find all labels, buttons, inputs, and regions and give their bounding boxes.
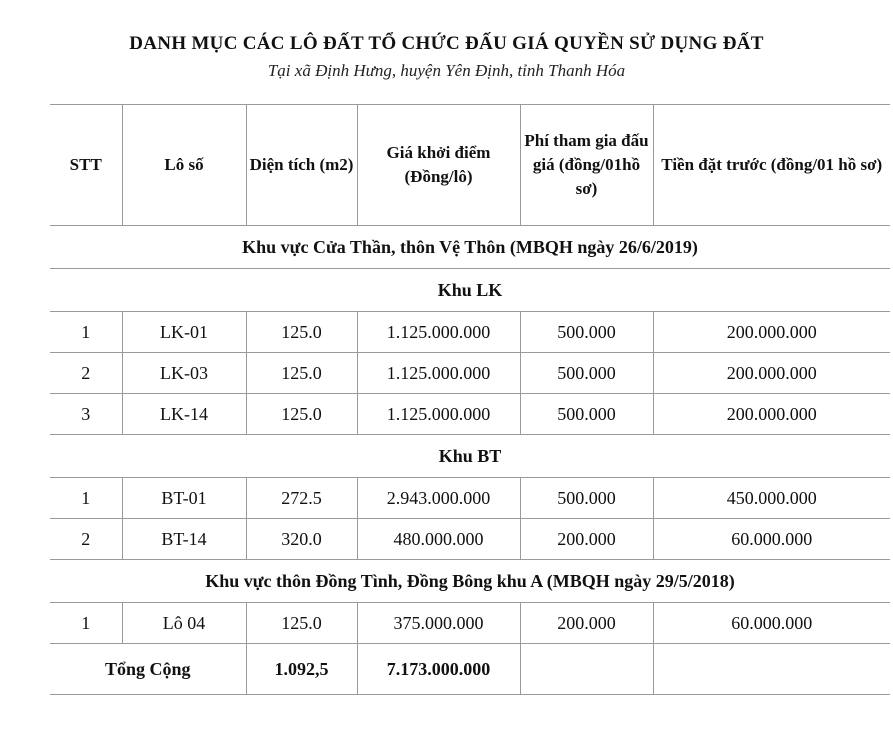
cell-lot-number: LK-01 — [122, 312, 246, 353]
cell-area: 125.0 — [246, 353, 357, 394]
cell-area: 125.0 — [246, 312, 357, 353]
table-row — [50, 312, 890, 353]
header-lot-number: Lô số — [122, 105, 246, 226]
cell-participation-fee: 200.000 — [520, 603, 653, 644]
cell-participation-fee: 500.000 — [520, 478, 653, 519]
cell-participation-fee: 500.000 — [520, 312, 653, 353]
cell-starting-price: 480.000.000 — [357, 519, 520, 560]
cell-lot-number: BT-14 — [122, 519, 246, 560]
section-row — [50, 560, 890, 603]
cell-stt: 1 — [50, 603, 122, 644]
cell-lot-number: BT-01 — [122, 478, 246, 519]
header-area: Diện tích (m2) — [246, 105, 357, 226]
cell-stt: 1 — [50, 478, 122, 519]
cell-starting-price: 1.125.000.000 — [357, 312, 520, 353]
cell-deposit: 60.000.000 — [653, 519, 890, 560]
cell-participation-fee: 500.000 — [520, 353, 653, 394]
cell-area: 320.0 — [246, 519, 357, 560]
total-label: Tổng Cộng — [50, 644, 246, 695]
cell-participation-fee: 500.000 — [520, 394, 653, 435]
header-deposit: Tiền đặt trước (đồng/01 hồ sơ) — [653, 105, 890, 226]
empty-cell — [520, 644, 653, 695]
cell-starting-price: 1.125.000.000 — [357, 353, 520, 394]
table-row — [50, 478, 890, 519]
cell-deposit: 60.000.000 — [653, 603, 890, 644]
land-lot-table — [50, 104, 890, 695]
header-participation-fee: Phí tham gia đấu giá (đồng/01hồ sơ) — [520, 105, 653, 226]
group-title: Khu LK — [50, 269, 890, 312]
cell-deposit: 200.000.000 — [653, 312, 890, 353]
cell-deposit: 450.000.000 — [653, 478, 890, 519]
document-title: DANH MỤC CÁC LÔ ĐẤT TỔ CHỨC ĐẤU GIÁ QUYỀN SỬ DỤNG ĐẤT — [129, 33, 764, 54]
group-row — [50, 269, 890, 312]
group-row — [50, 435, 890, 478]
table-header-row — [50, 105, 890, 226]
table-row — [50, 394, 890, 435]
table-row — [50, 353, 890, 394]
cell-lot-number: LK-03 — [122, 353, 246, 394]
section-row — [50, 226, 890, 269]
total-area: 1.092,5 — [246, 644, 357, 695]
header-stt: STT — [50, 105, 122, 226]
cell-participation-fee: 200.000 — [520, 519, 653, 560]
cell-lot-number: Lô 04 — [122, 603, 246, 644]
cell-starting-price: 2.943.000.000 — [357, 478, 520, 519]
cell-area: 272.5 — [246, 478, 357, 519]
cell-lot-number: LK-14 — [122, 394, 246, 435]
cell-area: 125.0 — [246, 394, 357, 435]
cell-deposit: 200.000.000 — [653, 353, 890, 394]
cell-stt: 2 — [50, 353, 122, 394]
header-starting-price: Giá khởi điểm (Đồng/lô) — [357, 105, 520, 226]
group-title: Khu BT — [50, 435, 890, 478]
total-row — [50, 644, 890, 695]
total-price: 7.173.000.000 — [357, 644, 520, 695]
section-title: Khu vực Cửa Thần, thôn Vệ Thôn (MBQH ngày 26/6/2019) — [50, 226, 890, 269]
document-subtitle: Tại xã Định Hưng, huyện Yên Định, tỉnh Thanh Hóa — [267, 61, 626, 80]
section-title: Khu vực thôn Đồng Tình, Đồng Bông khu A (MBQH ngày 29/5/2018) — [50, 560, 890, 603]
cell-starting-price: 1.125.000.000 — [357, 394, 520, 435]
cell-stt: 1 — [50, 312, 122, 353]
empty-cell — [653, 644, 890, 695]
table-row — [50, 519, 890, 560]
cell-deposit: 200.000.000 — [653, 394, 890, 435]
cell-starting-price: 375.000.000 — [357, 603, 520, 644]
cell-stt: 2 — [50, 519, 122, 560]
table-row — [50, 603, 890, 644]
cell-stt: 3 — [50, 394, 122, 435]
cell-area: 125.0 — [246, 603, 357, 644]
